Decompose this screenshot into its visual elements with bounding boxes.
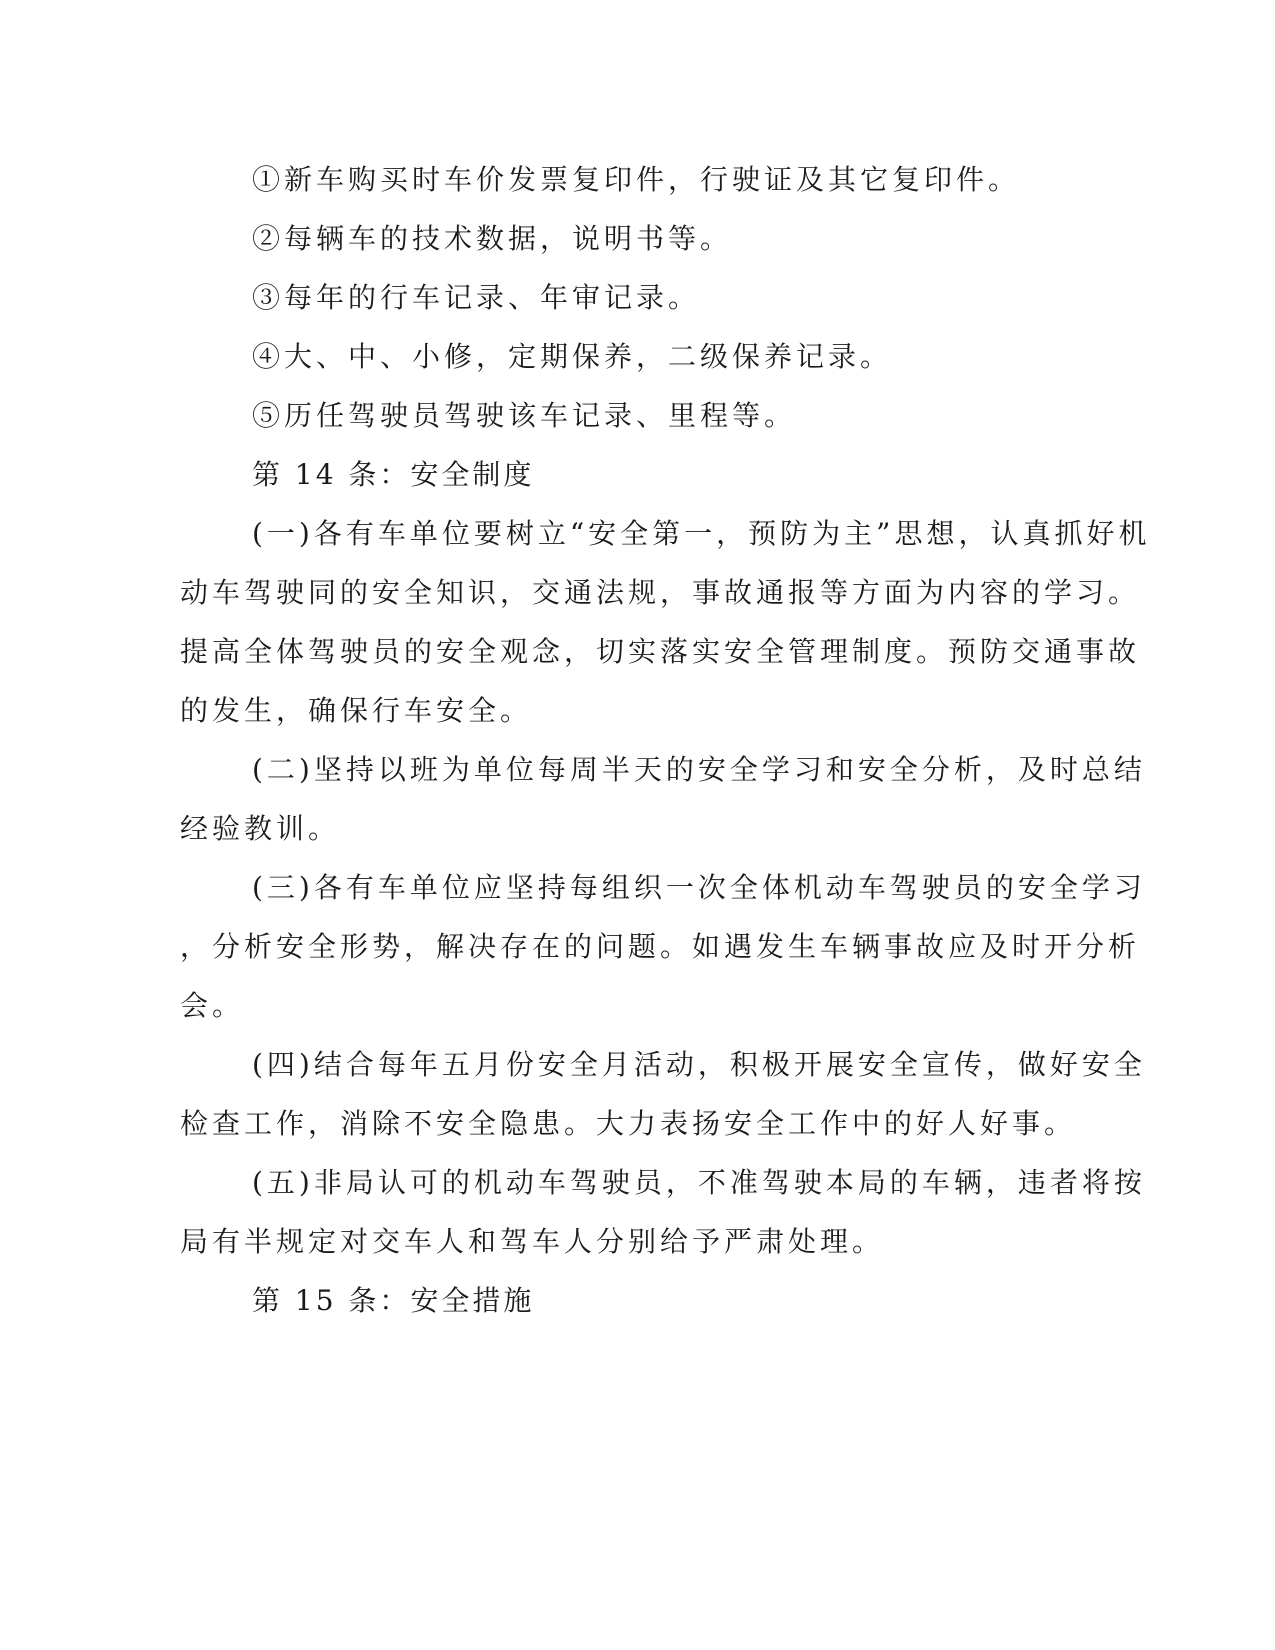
paragraph-line: 局有半规定对交车人和驾车人分别给予严肃处理。: [180, 1225, 885, 1258]
paragraph: [180, 858, 1146, 1035]
paragraph-line: 检查工作，消除不安全隐患。大力表扬安全工作中的好人好事。: [180, 1107, 1077, 1140]
paragraph-line: (二)坚持以班为单位每周半天的安全学习和安全分析，及时总结: [252, 753, 1146, 786]
paragraph-line: 的发生，确保行车安全。: [180, 694, 533, 727]
paragraph-line: (四)结合每年五月份安全月活动，积极开展安全宣传，做好安全: [252, 1048, 1146, 1081]
list-item: ③每年的行车记录、年审记录。: [252, 281, 701, 314]
paragraph-line: ，分析安全形势，解决存在的问题。如遇发生车辆事故应及时开分析: [180, 930, 1141, 963]
paragraph-line: (三)各有车单位应坚持每组织一次全体机动车驾驶员的安全学习: [252, 871, 1146, 904]
list-item: ⑤历任驾驶员驾驶该车记录、里程等。: [252, 399, 797, 432]
paragraph-line: 提高全体驾驶员的安全观念，切实落实安全管理制度。预防交通事故: [180, 635, 1141, 668]
list-item: ②每辆车的技术数据，说明书等。: [252, 222, 733, 255]
paragraph-line: 动车驾驶同的安全知识，交通法规，事故通报等方面为内容的学习。: [180, 576, 1141, 609]
paragraph-line: 会。: [180, 989, 245, 1022]
paragraph: [180, 504, 1151, 740]
document-page: [180, 150, 1151, 1330]
list-item: ④大、中、小修，定期保养，二级保养记录。: [252, 340, 893, 373]
list-item: ①新车购买时车价发票复印件，行驶证及其它复印件。: [252, 163, 1021, 196]
section-heading: 第 15 条：安全措施: [252, 1284, 535, 1317]
paragraph: [180, 740, 1146, 858]
paragraph: [180, 1035, 1146, 1153]
paragraph-line: (一)各有车单位要树立“安全第一，预防为主”思想，认真抓好机: [252, 517, 1151, 550]
paragraph-line: 经验教训。: [180, 812, 341, 845]
section-heading: 第 14 条：安全制度: [252, 458, 535, 491]
paragraph-line: (五)非局认可的机动车驾驶员，不准驾驶本局的车辆，违者将按: [252, 1166, 1146, 1199]
paragraph: [180, 1153, 1146, 1271]
